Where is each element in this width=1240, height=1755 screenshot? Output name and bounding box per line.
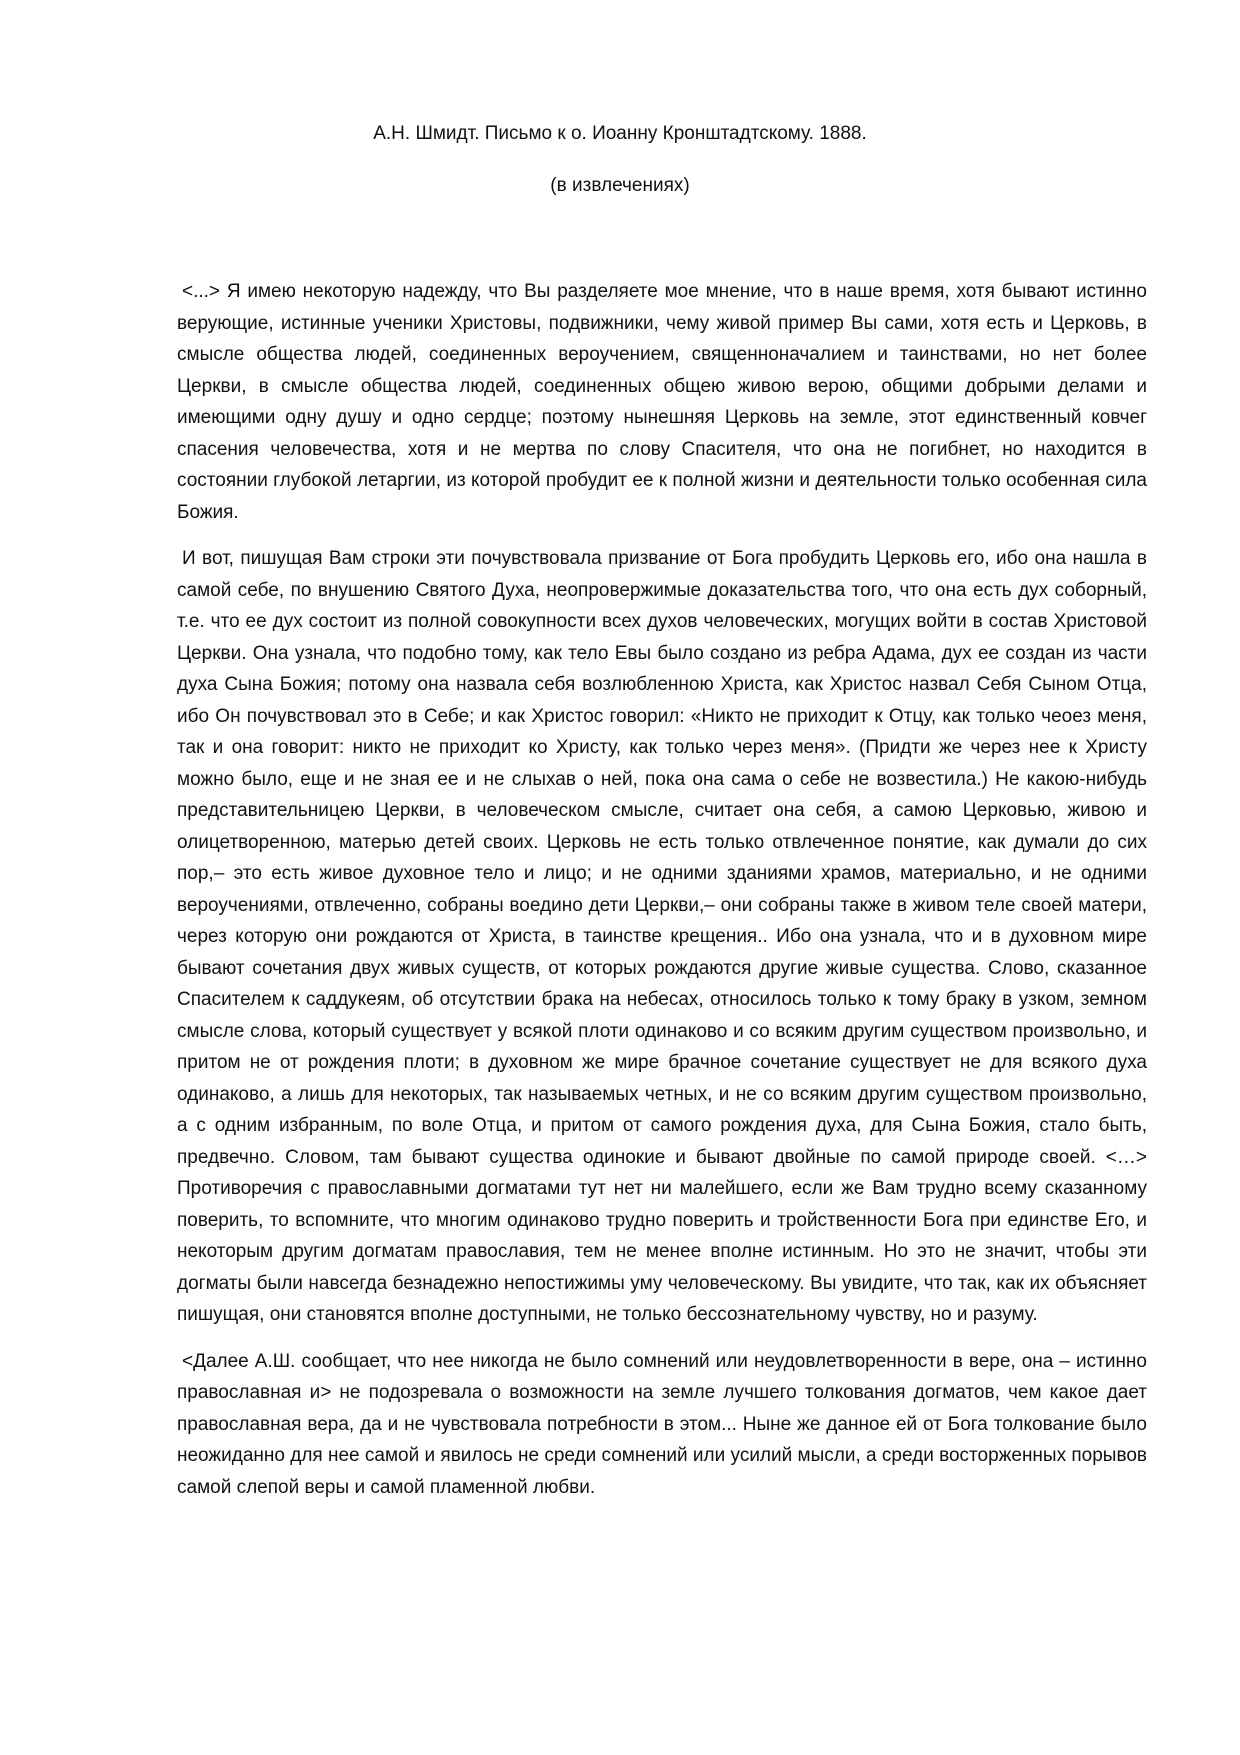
paragraph: <Далее А.Ш. сообщает, что нее никогда не было сомнений или неудовлетворенности в вере, она – истинно православная и> не подозревала о возможности на земле лучшего толкования догматов, чем какое дает православная вера, да и не чувствовала потребности в этом... Ныне же данное ей от Бога толкование было неожиданно для нее самой и явилось не среди сомнений или усилий мысли, а среди восторженных порывов самой слепой веры и самой пламенной любви. [177,1350,1147,1498]
paragraph: <...> Я имею некоторую надежду, что Вы разделяете мое мнение, что в наше время, хотя бывают истинно верующие, истинные ученики Христовы, подвижники, чему живой пример Вы сами, хотя есть и Церковь, в смысле общества людей, соединенных вероучением, священноначалием и таинствами, но нет более Церкви, в смысле общества людей, соединенных общею живою верою, общими добрыми делами и имеющими одну душу и одно сердце; поэтому нынешняя Церковь на земле, этот единственный ковчег спасения человечества, хотя и не мертва по слову Спасителя, что она не погибнет, но находится в состоянии глубокой летаргии, из которой пробудит ее к полной жизни и деятельности только особенная сила Божия. [177,281,1147,523]
document-subtitle: (в извлечениях) [550,175,690,196]
paragraph: И вот, пишущая Вам строки эти почувствовала призвание от Бога пробудить Церковь его, ибо она нашла в самой себе, по внушению Святого Духа, неопровержимые доказательства того, что она есть дух соборный, т.е. что ее дух состоит из полной совокупности всех духов человеческих, могущих войти в состав Христовой Церкви. Она узнала, что подобно тому, как тело Евы было создано из ребра Адама, дух ее создан из части духа Сына Божия; потому она назвала себя возлюбленною Христа, как Христос назвал Себя Сыном Отца, ибо Он почувствовал это в Себе; и как Христос говорил: «Никто не приходит к Отцу, как только чеоез меня, так и она говорит: никто не приходит ко Христу, как только через меня». (Придти же через нее к Христу можно было, еще и не зная ее и не слыхав о ней, пока она сама о себе не возвестила.) Не какою-нибудь представительницею Церкви, в человеческом смысле, считает она себя, а самою Церковью, живою и олицетворенною, матерью детей своих. Церковь не есть только отвлеченное понятие, как думали до сих пор,– это есть живое духовное тело и лицо; и не одними зданиями храмов, материально, и не одними вероучениями, отвлеченно, собраны воедино дети Церкви,– они собраны также в живом теле своей матери, через которую они рождаются от Христа, в таинстве крещения.. Ибо она узнала, что и в духовном мире бывают сочетания двух живых существ, от которых рождаются другие живые существа. Слово, сказанное Спасителем к саддукеям, об отсутствии брака на небесах, относилось только к тому браку в узком, земном смысле слова, который существует у всякой плоти одинаково и со всяким другим существом произвольно, и притом не от рождения плоти; в духовном же мире брачное сочетание существует не для всякого духа одинаково, а лишь для некоторых, так называемых четных, и не со всяким другим существом произвольно, а с одним избранным, по воле Отца, и притом от самого рождения духа, для Сына Божия, стало быть, предвечно. Словом, там бывают существа одинокие и бывают двойные по самой природе своей. <…> Противоречия с православными догматами тут нет ни малейшего, если же Вам трудно всему сказанному поверить, то вспомните, что многим одинаково трудно поверить и тройственности Бога при единстве Его, и некоторым другим догматам православия, тем не менее вполне истинным. Но это не значит, чтобы эти догматы были навсегда безнадежно непостижимы уму человеческому. Вы увидите, что так, как их объясняет пишущая, они становятся вполне доступными, не только бессознательному чувству, но и разуму. [177,548,1147,1325]
document-title: А.Н. Шмидт. Письмо к о. Иоанну Кронштадтскому. 1888. [373,123,867,144]
document-body [177,276,1147,1518]
